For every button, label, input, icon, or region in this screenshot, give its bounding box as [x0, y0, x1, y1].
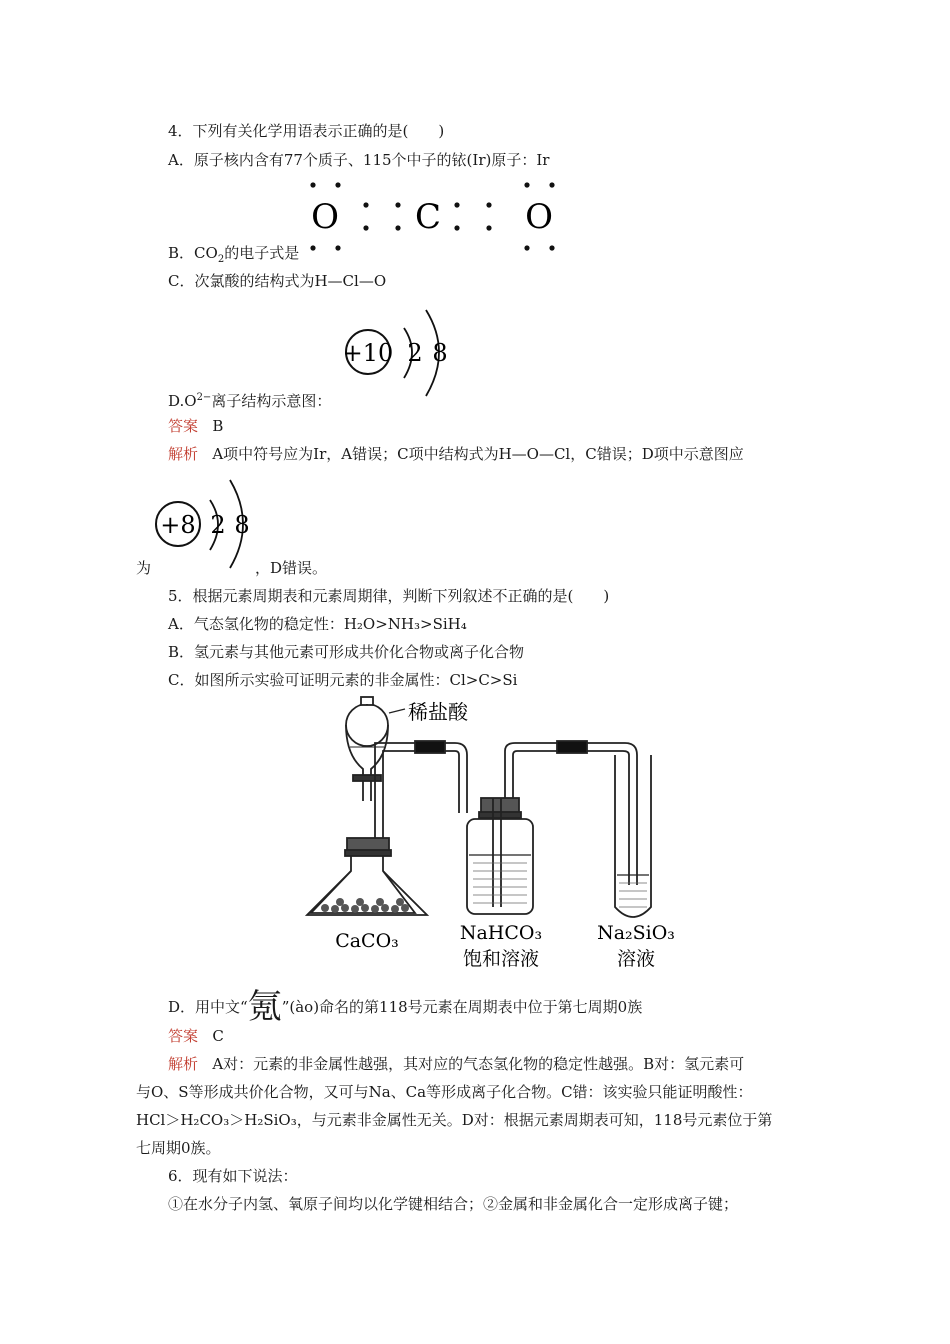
q4-answer: 答案 B [168, 417, 224, 435]
shell2-label: 8 [432, 339, 448, 367]
acid-label: 稀盐酸 [408, 700, 468, 724]
bottle-label-1: NaHCO₃ [459, 922, 543, 944]
q4-analysis-wei: 为 [136, 559, 152, 577]
q4-option-c: C．次氯酸的结构式为H—Cl—O [168, 272, 387, 290]
q6-stem: 6．现有如下说法： [168, 1167, 298, 1185]
q4-stem: 4．下列有关化学用语表示正确的是( ) [168, 122, 445, 140]
q5-analysis-line2: 与O、S等形成共价化合物，又可与Na、Ca等形成离子化合物。C错：该实验只能证明酸性： [136, 1083, 753, 1101]
q5-analysis-line4: 七周期0族。 [136, 1139, 221, 1157]
q4-option-b: B．$CO_2$的电子式是 [168, 244, 300, 265]
nucleus-label: +8 [160, 511, 196, 539]
q4-option-a: A．原子核内含有77个质子、115个中子的铱(Ir)原子：Ir [168, 151, 550, 169]
co2-c: C [414, 197, 442, 237]
q5-analysis-line3: HCl＞H₂CO₃＞H₂SiO₃，与元素非金属性无关。D对：根据元素周期表可知，118号元素位于第 [136, 1111, 773, 1129]
co2-o-right: O [525, 197, 553, 237]
q5-option-d: D．用中文“氪”(ào)命名的第118号元素在周期表中位于第七周期0族 [168, 987, 643, 1027]
shell1-label: 2 [407, 339, 423, 367]
nucleus-label: +10 [342, 339, 394, 367]
ion-structure-diagram-correct [152, 472, 254, 574]
co2-electron-formula [300, 176, 570, 258]
q4-option-d: $D.O^{2-}$离子结构示意图： [168, 392, 332, 410]
ion-structure-diagram-wrong [342, 298, 454, 402]
bottle-label-2: 饱和溶液 [462, 948, 540, 970]
q5-analysis-line1: 解析 A对：元素的非金属性越强，其对应的气态氢化物的稳定性越强。B对：氢元素可 [168, 1055, 745, 1073]
experiment-apparatus [305, 695, 675, 973]
q6-item1: ①在水分子内氢、氧原子间均以化学键相结合；②金属和非金属化合一定形成离子键； [168, 1195, 739, 1213]
q5-option-a: A．气态氢化物的稳定性：H₂O>NH₃>SiH₄ [168, 615, 467, 633]
q5-answer: 答案 C [168, 1027, 224, 1045]
q5-stem: 5．根据元素周期表和元素周期律，判断下列叙述不正确的是( ) [168, 587, 610, 605]
co2-o-left: O [311, 197, 339, 237]
shell1-label: 2 [210, 511, 226, 539]
q4-analysis: 解析 A项中符号应为Ir，A错误；C项中结构式为H—O—Cl，C错误；D项中示意图应 [168, 445, 744, 463]
flask1-label: CaCO₃ [335, 930, 399, 952]
shell2-label: 8 [234, 511, 250, 539]
tube-label-1: Na₂SiO₃ [597, 922, 675, 944]
q5-option-b: B．氢元素与其他元素可形成共价化合物或离子化合物 [168, 643, 525, 661]
element-character: 氪 [247, 987, 282, 1027]
q4-analysis-end: ，D错误。 [255, 559, 328, 577]
tube-label-2: 溶液 [616, 948, 656, 970]
q5-option-c: C．如图所示实验可证明元素的非金属性：Cl>C>Si [168, 671, 518, 689]
